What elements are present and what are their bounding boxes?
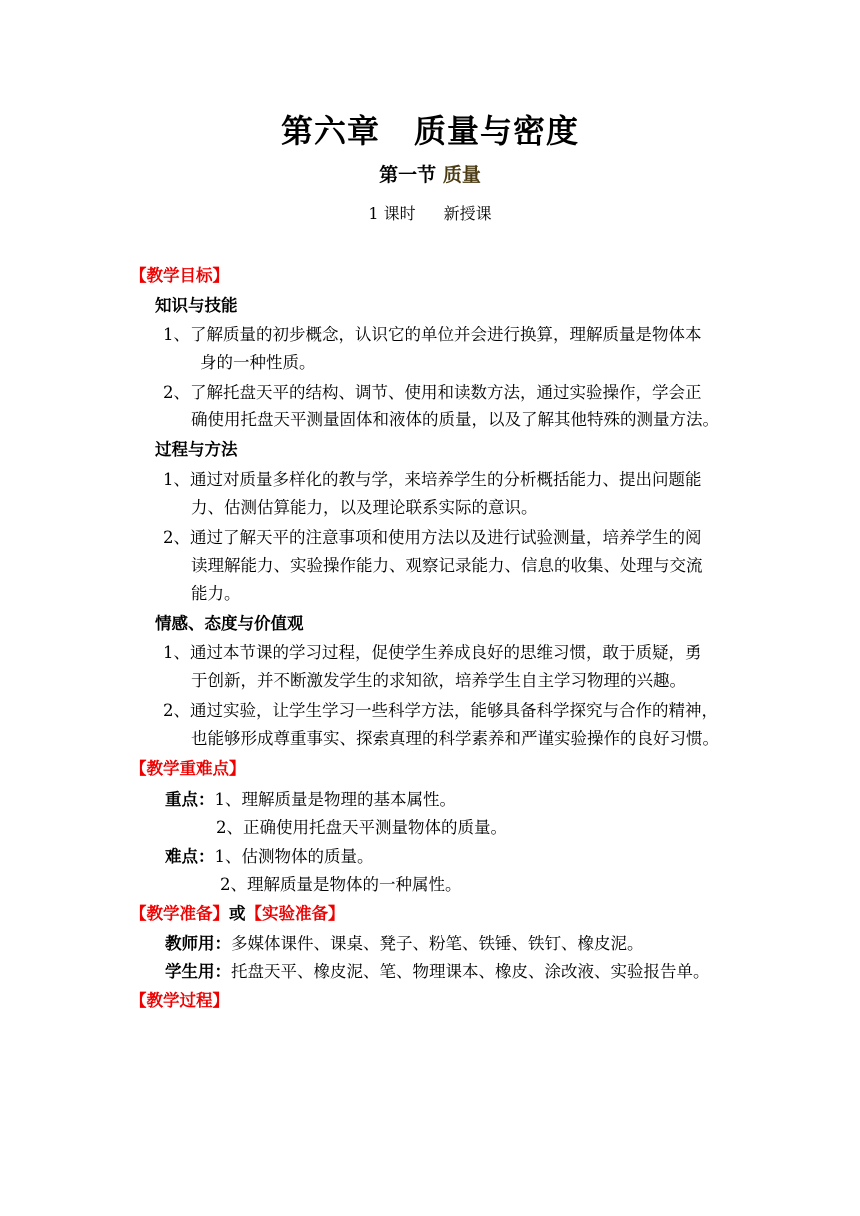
teacher-prep [165, 930, 644, 954]
difficulty-label: 难点： [165, 847, 215, 866]
difficulty-line-1 [165, 843, 374, 867]
prep-heading [130, 900, 345, 924]
chapter-title [0, 106, 860, 152]
prep-heading-or: 或 [229, 904, 246, 923]
difficulty-item-1: 1、估测物体的质量。 [214, 847, 374, 866]
focus-item-2: 2、正确使用托盘天平测量物体的质量。 [216, 818, 507, 837]
prep-heading-teaching: 【教学准备】 [130, 904, 229, 923]
teacher-label: 教师用： [165, 934, 231, 953]
knowledge-subheading: 知识与技能 [155, 296, 238, 315]
focus-line-1 [165, 786, 456, 810]
knowledge-item-2-line-2: 确使用托盘天平测量固体和液体的质量，以及了解其他特殊的测量方法。 [191, 410, 719, 429]
process-item-2-line-3: 能力。 [191, 584, 241, 603]
emotion-subheading: 情感、态度与价值观 [155, 614, 304, 633]
process-heading: 【教学过程】 [130, 991, 229, 1010]
focus-item-1: 1、理解质量是物理的基本属性。 [214, 790, 456, 809]
difficulty-item-2: 2、理解质量是物体的一种属性。 [220, 875, 462, 894]
student-materials: 托盘天平、橡皮泥、笔、物理课本、橡皮、涂改液、实验报告单。 [231, 962, 710, 981]
lesson-info [0, 201, 860, 224]
lesson-hours: 1 课时 [368, 204, 416, 223]
knowledge-item-1-line-1: 1、了解质量的初步概念，认识它的单位并会进行换算，理解质量是物体本 [163, 325, 702, 344]
process-item-1-line-2: 力、估测估算能力，以及理论联系实际的意识。 [191, 498, 538, 517]
chapter-number: 第六章 [280, 112, 380, 150]
emotion-item-2-line-2: 也能够形成尊重事实、探索真理的科学素养和严谨实验操作的良好习惯。 [191, 729, 719, 748]
emotion-item-1-line-2: 于创新，并不断激发学生的求知欲，培养学生自主学习物理的兴趣。 [191, 671, 686, 690]
section-title [0, 160, 860, 187]
section-name: 质量 [442, 164, 481, 186]
key-points-heading: 【教学重难点】 [130, 759, 246, 778]
lesson-type: 新授课 [443, 204, 492, 223]
teacher-materials: 多媒体课件、课桌、凳子、粉笔、铁锤、铁钉、橡皮泥。 [231, 934, 644, 953]
process-subheading: 过程与方法 [155, 440, 238, 459]
student-prep [165, 958, 710, 982]
process-item-2-line-1: 2、通过了解天平的注意事项和使用方法以及进行试验测量，培养学生的阅 [163, 528, 702, 547]
goals-heading: 【教学目标】 [130, 266, 229, 285]
student-label: 学生用： [165, 962, 231, 981]
process-item-1-line-1: 1、通过对质量多样化的教与学，来培养学生的分析概括能力、提出问题能 [163, 470, 702, 489]
process-item-2-line-2: 读理解能力、实验操作能力、观察记录能力、信息的收集、处理与交流 [191, 556, 703, 575]
knowledge-item-1-line-2: 身的一种性质。 [200, 353, 316, 372]
emotion-item-2-line-1: 2、通过实验，让学生学习一些科学方法，能够具备科学探究与合作的精神， [163, 701, 718, 720]
knowledge-item-2-line-1: 2、了解托盘天平的结构、调节、使用和读数方法，通过实验操作，学会正 [163, 383, 702, 402]
section-prefix: 第一节 [379, 164, 437, 186]
focus-label: 重点： [165, 790, 215, 809]
prep-heading-experiment: 【实验准备】 [245, 904, 345, 923]
chapter-name: 质量与密度 [414, 112, 580, 150]
emotion-item-1-line-1: 1、通过本节课的学习过程，促使学生养成良好的思维习惯，敢于质疑，勇 [163, 643, 702, 662]
